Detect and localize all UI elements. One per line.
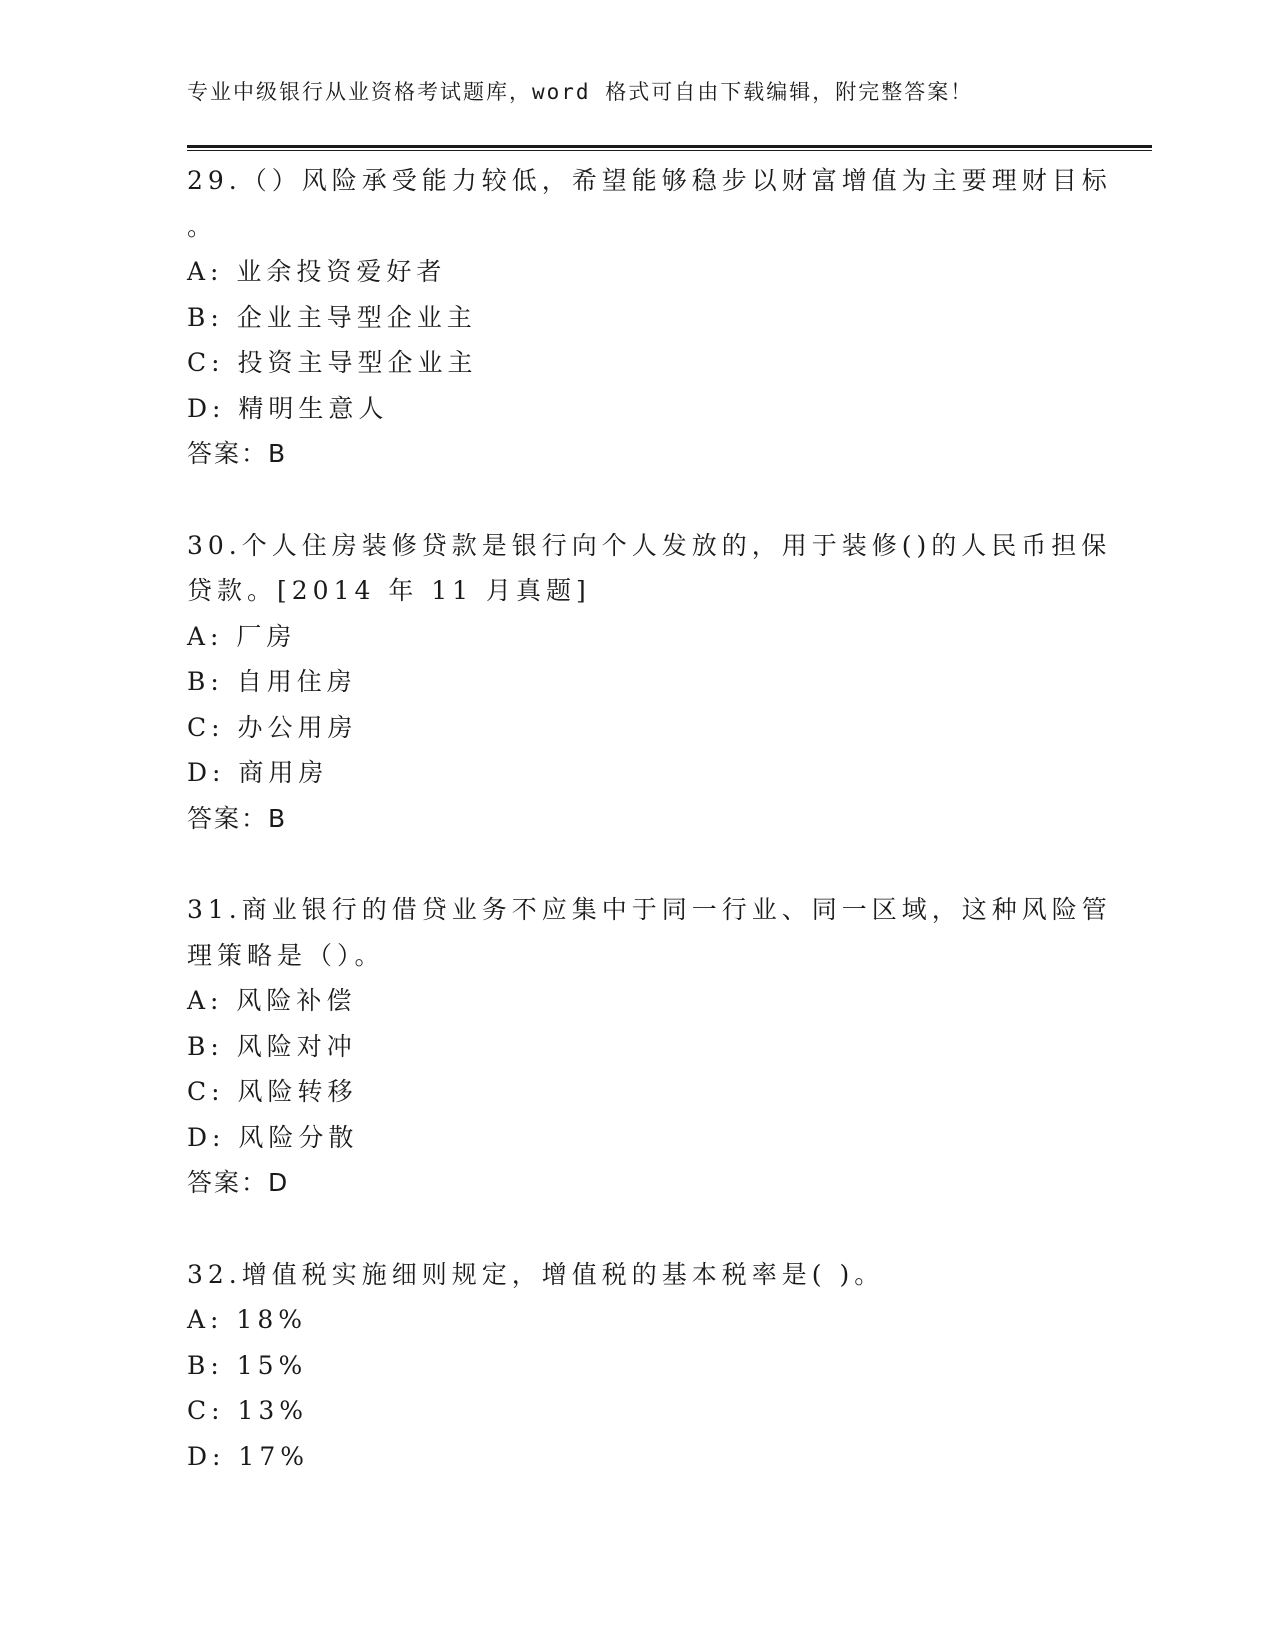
question-stem: 贷款。[2014 年 11 月真题]: [187, 576, 591, 605]
option-a: A: 18%: [187, 1305, 307, 1334]
question-stem: 31.商业银行的借贷业务不应集中于同一行业、同一区域，这种风险管: [187, 895, 1112, 924]
answer: 答案：D: [187, 1168, 290, 1197]
option-c: C: 风险转移: [187, 1077, 358, 1106]
option-c: C: 13%: [187, 1396, 309, 1425]
question-29: [187, 158, 1112, 477]
answer: 答案：B: [187, 439, 288, 468]
question-32: [187, 1252, 1087, 1480]
question-30: [187, 523, 1112, 842]
option-a: A: 厂房: [187, 621, 297, 651]
option-b: B: 15%: [187, 1350, 308, 1380]
option-a: A: 风险补偿: [187, 986, 357, 1015]
question-list: [187, 158, 1112, 1525]
option-b: B: 企业主导型企业主: [187, 302, 477, 332]
option-d: D: 风险分散: [187, 1122, 359, 1152]
option-b: B: 风险对冲: [187, 1031, 357, 1061]
question-stem: 。: [187, 211, 218, 241]
question-stem: 理策略是（）。: [187, 940, 385, 970]
option-a: A: 业余投资爱好者: [187, 257, 447, 286]
option-d: D: 17%: [187, 1441, 309, 1471]
option-c: C: 办公用房: [187, 712, 358, 742]
question-31: [187, 887, 1112, 1206]
option-c: C: 投资主导型企业主: [187, 348, 478, 377]
question-stem: 32.增值税实施细则规定，增值税的基本税率是( )。: [187, 1259, 885, 1289]
option-b: B: 自用住房: [187, 667, 357, 696]
question-stem: 29.（）风险承受能力较低，希望能够稳步以财富增值为主要理财目标: [187, 166, 1112, 195]
option-d: D: 精明生意人: [187, 393, 389, 423]
answer: 答案：B: [187, 803, 288, 833]
question-stem: 30.个人住房装修贷款是银行向个人发放的，用于装修()的人民币担保: [187, 530, 1112, 560]
option-d: D: 商用房: [187, 758, 329, 787]
page-header: 专业中级银行从业资格考试题库，word 格式可自由下载编辑，附完整答案！: [187, 80, 974, 104]
header-divider: [187, 145, 1152, 151]
